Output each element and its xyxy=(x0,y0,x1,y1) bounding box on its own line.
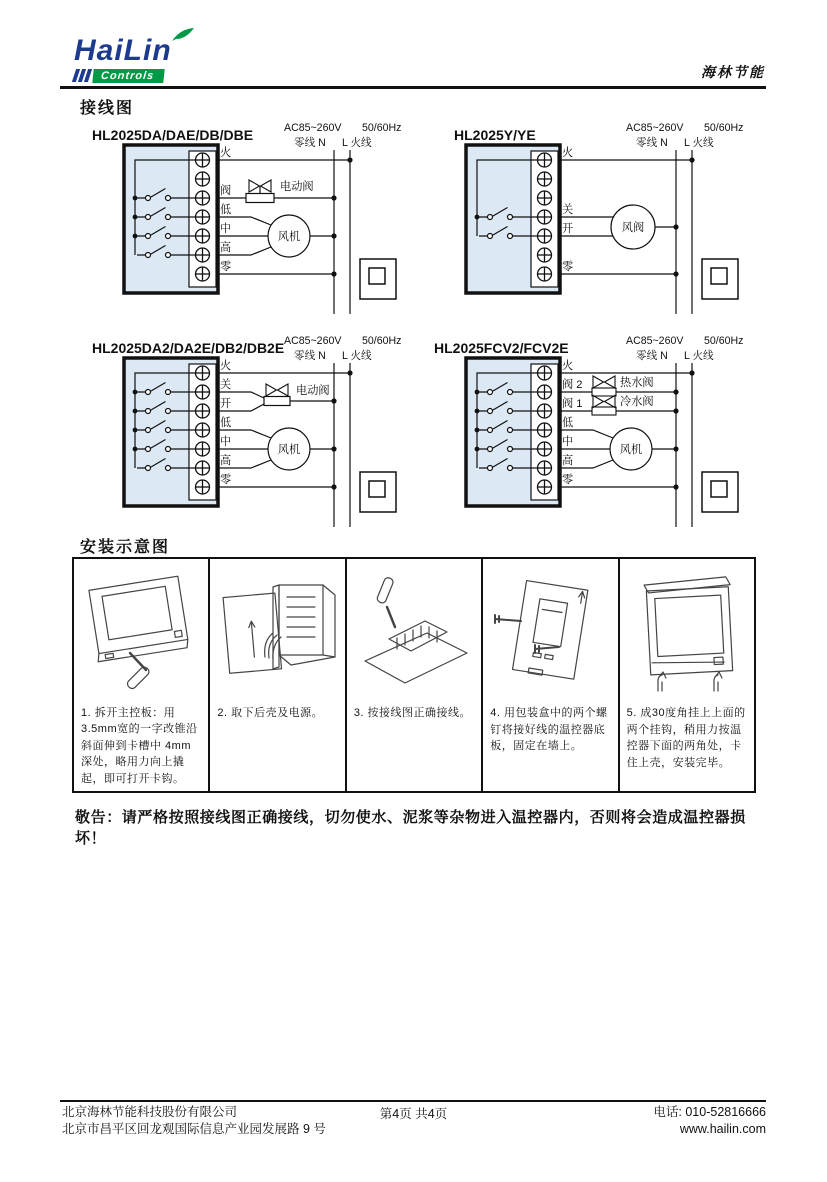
warning-text: 敬告：请严格按照接线图正确接线，切勿使水、泥浆等杂物进入温控器内，否则将会造成温控器损坏！ xyxy=(75,809,746,847)
svg-text:关: 关 xyxy=(220,379,232,391)
cold-valve-label: 冷水阀 xyxy=(620,396,654,408)
step-5-caption: 5. 成30度角挂上上面的两个挂钩，稍用力按温控器下面的两角处，卡住上壳，安装完毕。 xyxy=(626,707,746,769)
wiring-section-title: 接线图 xyxy=(80,100,135,117)
neutral-label: 零线 N xyxy=(636,350,668,362)
install-step-3 xyxy=(347,559,483,791)
install-section-title: 安装示意图 xyxy=(80,539,171,556)
neutral-label: 零线 N xyxy=(294,350,326,362)
wall-socket-icon xyxy=(360,472,396,512)
power-freq: 50/60Hz xyxy=(362,122,402,134)
footer-contact-block xyxy=(653,1104,766,1138)
svg-text:高: 高 xyxy=(562,455,574,467)
svg-text:开: 开 xyxy=(220,398,232,410)
hot-water-valve xyxy=(592,376,616,396)
svg-text:火: 火 xyxy=(562,147,574,159)
fan-label: 风机 xyxy=(619,444,643,456)
install-steps-table xyxy=(72,557,756,793)
leaf-icon xyxy=(170,27,196,43)
motor-valve xyxy=(246,180,274,203)
power-voltage: AC85~260V xyxy=(626,122,684,134)
valve-label: 电动阀 xyxy=(280,181,314,193)
power-voltage: AC85~260V xyxy=(284,122,342,134)
svg-text:火: 火 xyxy=(562,360,574,372)
svg-text:高: 高 xyxy=(220,242,232,254)
step-5-illustration xyxy=(620,559,754,705)
footer-company: 北京海林节能科技股份有限公司 xyxy=(62,1105,238,1119)
install-step-5 xyxy=(620,559,754,791)
power-freq: 50/60Hz xyxy=(704,122,744,134)
logo-brand-text xyxy=(74,36,214,66)
wiring-diagram-2 xyxy=(430,117,760,317)
header-divider xyxy=(60,86,766,89)
svg-text:阀: 阀 xyxy=(220,185,232,197)
svg-text:零: 零 xyxy=(562,261,574,273)
power-freq: 50/60Hz xyxy=(704,335,744,347)
step-2-illustration xyxy=(210,559,344,705)
live-label: L 火线 xyxy=(684,137,714,149)
logo-controls-bar xyxy=(74,68,214,83)
power-lines xyxy=(676,363,692,527)
motor-valve xyxy=(264,384,290,406)
svg-text:低: 低 xyxy=(220,204,232,216)
svg-text:阀 2: 阀 2 xyxy=(562,379,583,391)
terminal-labels xyxy=(562,145,573,273)
step-3-illustration xyxy=(347,559,481,705)
wiring-diagram-3 xyxy=(88,330,418,530)
power-voltage: AC85~260V xyxy=(626,335,684,347)
wall-socket-icon xyxy=(360,259,396,299)
wiring-diagram-1 xyxy=(88,117,418,317)
footer-page-number: 第4页 共4页 xyxy=(379,1107,448,1121)
wiring-diagram-4 xyxy=(430,330,760,530)
svg-text:开: 开 xyxy=(562,223,574,235)
svg-text:低: 低 xyxy=(220,417,232,429)
power-voltage: AC85~260V xyxy=(284,335,342,347)
svg-text:中: 中 xyxy=(562,436,574,448)
terminal-labels xyxy=(220,358,231,486)
svg-text:零: 零 xyxy=(220,474,232,486)
neutral-label: 零线 N xyxy=(294,137,326,149)
logo-stripes-icon xyxy=(74,69,90,82)
install-step-4 xyxy=(483,559,619,791)
step-4-caption: 4. 用包装盒中的两个螺钉将接好线的温控器底板，固定在墙上。 xyxy=(490,707,608,752)
svg-text:中: 中 xyxy=(220,223,232,235)
diagram4-model: HL2025FCV2/FCV2E xyxy=(434,340,569,356)
step-1-caption: 1. 拆开主控板：用 3.5mm宽的一字改锥沿斜面伸到卡槽中 4mm 深处，略用力向上撬起，即可打开卡钩。 xyxy=(81,706,198,785)
diagram2-model: HL2025Y/YE xyxy=(454,127,536,143)
svg-text:中: 中 xyxy=(220,436,232,448)
valve-label: 电动阀 xyxy=(296,385,330,397)
footer-address: 北京市昌平区回龙观国际信息产业园发展路 9 号 xyxy=(62,1122,326,1136)
svg-text:火: 火 xyxy=(220,360,232,372)
wall-socket-icon xyxy=(702,472,738,512)
svg-text:关: 关 xyxy=(562,204,574,216)
hot-valve-label: 热水阀 xyxy=(620,377,654,389)
logo-sub-label: Controls xyxy=(92,69,165,83)
step-1-illustration xyxy=(74,559,208,705)
live-label: L 火线 xyxy=(684,350,714,362)
power-lines xyxy=(676,150,692,314)
terminal-labels xyxy=(562,358,583,486)
step-3-caption: 3. 按接线图正确接线。 xyxy=(353,707,472,719)
power-lines xyxy=(334,150,350,314)
install-step-2 xyxy=(210,559,346,791)
neutral-label: 零线 N xyxy=(636,137,668,149)
install-step-1 xyxy=(74,559,210,791)
diagram1-model: HL2025DA/DAE/DB/DBE xyxy=(92,127,254,143)
cold-water-valve xyxy=(592,396,616,416)
wall-socket-icon xyxy=(702,259,738,299)
svg-text:高: 高 xyxy=(220,455,232,467)
svg-text:零: 零 xyxy=(220,261,232,273)
fan-label: 风机 xyxy=(277,231,301,243)
live-label: L 火线 xyxy=(342,350,372,362)
header-tagline: 海林节能 xyxy=(701,64,765,80)
svg-text:阀 1: 阀 1 xyxy=(562,398,583,410)
svg-text:低: 低 xyxy=(562,417,574,429)
step-4-illustration xyxy=(483,559,617,705)
footer-divider xyxy=(60,1100,766,1102)
fan-label: 风机 xyxy=(277,444,301,456)
hailin-logo xyxy=(74,36,214,83)
fan-valve-label: 风阀 xyxy=(621,222,645,234)
footer-phone: 电话: 010-52816666 xyxy=(653,1105,766,1119)
power-lines xyxy=(334,363,350,527)
svg-text:零: 零 xyxy=(562,474,574,486)
logo-brand-label: HaiLin xyxy=(74,34,172,67)
step-2-caption: 2. 取下后壳及电源。 xyxy=(217,707,324,719)
svg-text:火: 火 xyxy=(220,147,232,159)
terminal-labels xyxy=(220,145,231,273)
power-freq: 50/60Hz xyxy=(362,335,402,347)
live-label: L 火线 xyxy=(342,137,372,149)
diagram3-model: HL2025DA2/DA2E/DB2/DB2E xyxy=(92,340,285,356)
footer-website: www.hailin.com xyxy=(679,1122,766,1136)
